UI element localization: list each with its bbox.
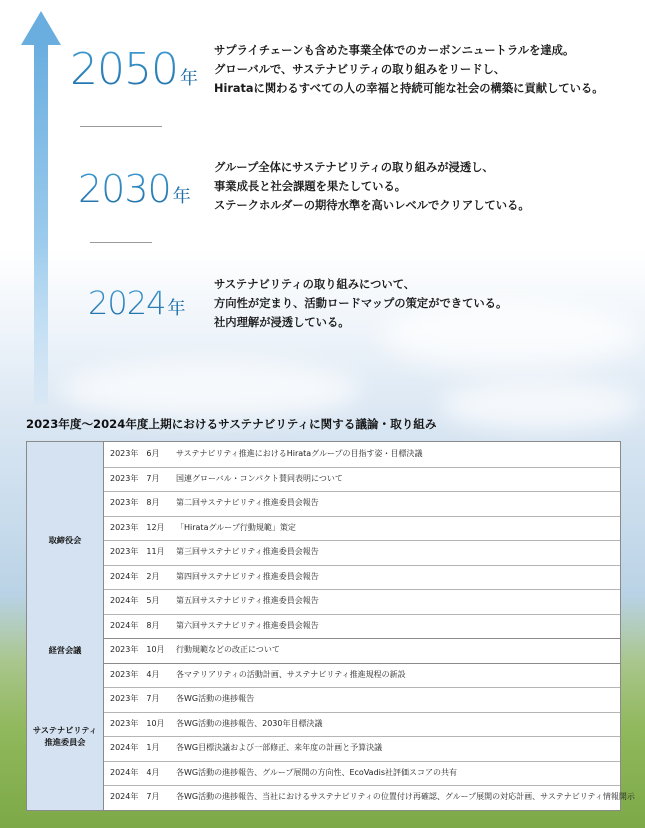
group-label: 取締役会 <box>27 442 104 638</box>
table-row <box>104 516 620 542</box>
activity-table <box>26 441 635 811</box>
table-row <box>104 467 620 493</box>
group-label: 経営会議 <box>27 638 104 663</box>
divider <box>90 242 152 243</box>
row-date: 2023年 8月 <box>110 498 160 507</box>
year-2030-description: グループ全体にサステナビリティの取り組みが浸透し、 事業成長と社会課題を果たしている。 ステークホルダーの期待水準を高いレベルでクリアしている。 <box>214 161 530 212</box>
row-date: 2023年 10月 <box>110 645 165 654</box>
row-text: 第五回サステナビリティ推進委員会報告 <box>176 596 319 605</box>
year-2024: 2024 年 <box>88 284 185 322</box>
table-row <box>104 638 620 663</box>
row-text: 行動規範などの改正について <box>176 645 280 654</box>
table-group <box>27 442 620 639</box>
table-row <box>104 540 620 566</box>
table-row <box>104 491 620 517</box>
row-text: 国連グローバル・コンパクト賛同表明について <box>176 473 343 483</box>
row-date: 2024年 5月 <box>110 596 160 605</box>
row-date: 2024年 4月 <box>110 767 160 777</box>
table-group <box>27 638 620 664</box>
section-title: 2023年度〜2024年度上期におけるサステナビリティに関する議論・取り組み <box>26 417 437 431</box>
row-date: 2024年 7月 <box>110 792 160 801</box>
table-row <box>104 785 635 810</box>
row-text: 各マテリアリティの活動計画、サステナビリティ推進規程の新設 <box>176 669 406 679</box>
row-text: 各WG活動の進捗報告、2030年目標決議 <box>176 718 323 728</box>
row-text: サステナビリティ推進におけるHirataグループの目指す姿・目標決議 <box>176 449 423 458</box>
table-row <box>104 589 620 615</box>
row-text: 各WG目標決議および一部修正、来年度の計画と予算決議 <box>176 743 383 752</box>
table-row <box>104 442 620 468</box>
cloud-decoration <box>60 360 360 420</box>
group-label: サステナビリティ 推進委員会 <box>27 663 104 810</box>
row-text: 各WG活動の進捗報告、グループ展開の方向性、EcoVadis社評価スコアの共有 <box>176 767 458 777</box>
row-date: 2023年 4月 <box>110 669 160 679</box>
year-2030: 2030 年 <box>78 167 190 211</box>
year-2050: 2050 年 <box>70 44 197 95</box>
row-date: 2024年 8月 <box>110 620 160 630</box>
row-text: 「Hirataグループ行動規範」策定 <box>176 522 296 532</box>
cloud-decoration <box>440 380 640 430</box>
row-date: 2023年 11月 <box>110 547 165 556</box>
table-row <box>104 736 620 762</box>
row-date: 2023年 12月 <box>110 522 165 532</box>
row-text: 第四回サステナビリティ推進委員会報告 <box>176 571 319 581</box>
row-date: 2024年 2月 <box>110 571 160 581</box>
row-date: 2024年 1月 <box>110 743 160 752</box>
year-2024-description: サステナビリティの取り組みについて、 方向性が定まり、活動ロードマップの策定ができている。 社内理解が浸透している。 <box>214 278 508 329</box>
table-row <box>104 565 620 591</box>
table-row <box>104 687 620 713</box>
row-date: 2023年 7月 <box>110 473 160 483</box>
row-text: 第六回サステナビリティ推進委員会報告 <box>176 620 319 630</box>
row-date: 2023年 10月 <box>110 718 165 728</box>
table-row <box>104 761 620 787</box>
table-row <box>104 614 620 639</box>
row-text: 第三回サステナビリティ推進委員会報告 <box>176 547 319 556</box>
table-row <box>104 663 620 689</box>
year-2050-description: サプライチェーンも含めた事業全体でのカーボンニュートラルを達成。 グローバルで、サステナビリティの取り組みをリードし、 Hirataに関わるすべての人の幸福と持続可能な社会の構築に貢献している。 <box>214 44 604 95</box>
table-row <box>104 712 620 738</box>
divider <box>80 126 162 127</box>
row-text: 各WG活動の進捗報告 <box>176 694 255 703</box>
row-text: 第二回サステナビリティ推進委員会報告 <box>176 498 319 507</box>
table-group <box>27 663 635 810</box>
row-date: 2023年 7月 <box>110 694 160 703</box>
row-date: 2023年 6月 <box>110 449 160 458</box>
row-text: 各WG活動の進捗報告、当社におけるサステナビリティの位置付け再確認、グループ展開の対応計画、サステナビリティ情報開示 <box>176 792 635 801</box>
